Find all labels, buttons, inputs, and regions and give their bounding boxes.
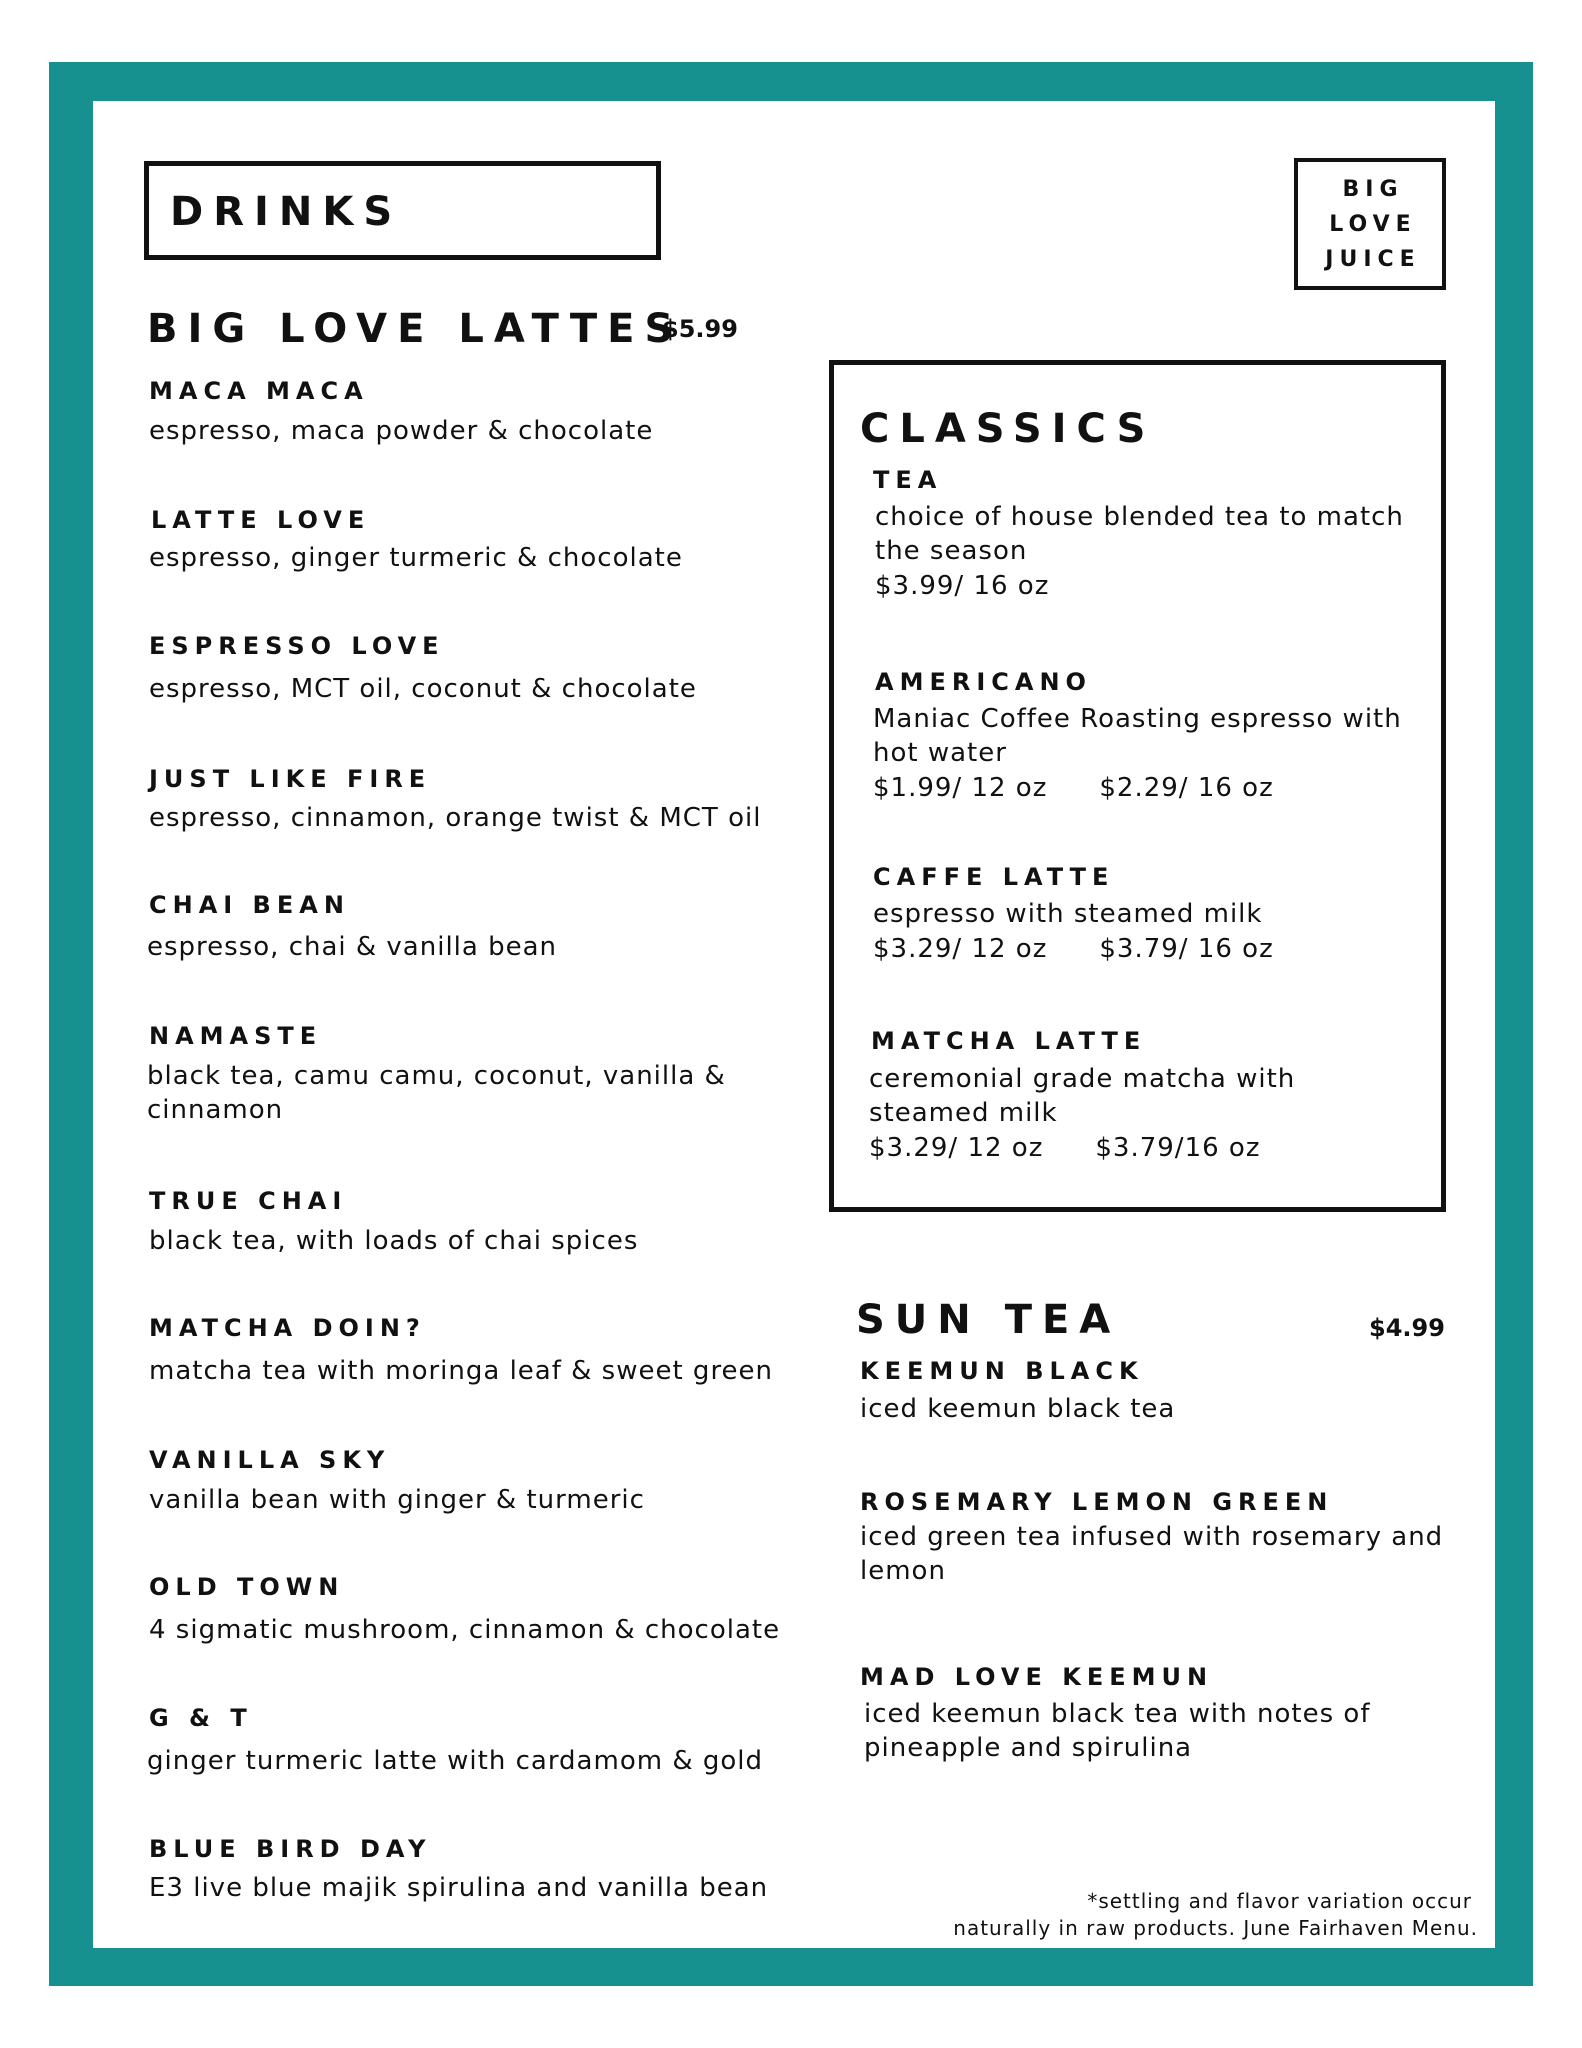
logo-line: JUICE bbox=[1325, 246, 1421, 272]
menu-item-name: CAFFE LATTE bbox=[873, 863, 1115, 891]
price: $3.99/ 16 oz bbox=[875, 571, 1050, 601]
lattes-price: $5.99 bbox=[662, 315, 738, 343]
menu-item-desc: 4 sigmatic mushroom, cinnamon & chocolate bbox=[149, 1615, 781, 1645]
menu-item-desc: Maniac Coffee Roasting espresso with hot water bbox=[873, 704, 1402, 768]
footnote-line: *settling and flavor variation occur bbox=[1087, 1889, 1472, 1913]
menu-item-desc: espresso, ginger turmeric & chocolate bbox=[149, 543, 683, 573]
big-love-juice-logo bbox=[1294, 158, 1446, 290]
menu-item-desc: espresso with steamed milk bbox=[873, 899, 1263, 929]
menu-item-name: TRUE CHAI bbox=[149, 1187, 348, 1215]
price-row bbox=[869, 1131, 1260, 1165]
price-row bbox=[875, 569, 1049, 603]
menu-item-desc: espresso, chai & vanilla bean bbox=[147, 932, 557, 962]
footnote-line: naturally in raw products. June Fairhaven Menu. bbox=[953, 1916, 1478, 1940]
menu-item-name: ESPRESSO LOVE bbox=[149, 632, 445, 660]
menu-item-desc: vanilla bean with ginger & turmeric bbox=[149, 1485, 645, 1515]
menu-item-name: AMERICANO bbox=[875, 668, 1092, 696]
menu-item-desc: ceremonial grade matcha with steamed milk bbox=[869, 1064, 1296, 1128]
menu-item-name: OLD TOWN bbox=[149, 1573, 345, 1601]
menu-item-desc: matcha tea with moringa leaf & sweet green bbox=[149, 1356, 774, 1386]
price: $3.29/ 12 oz bbox=[869, 1133, 1044, 1163]
price-row bbox=[873, 932, 1274, 966]
price: $2.29/ 16 oz bbox=[1099, 773, 1274, 803]
menu-item-desc: iced green tea infused with rosemary and lemon bbox=[860, 1522, 1444, 1586]
menu-item-name: KEEMUN BLACK bbox=[860, 1357, 1144, 1385]
menu-item-desc: ginger turmeric latte with cardamom & gold bbox=[147, 1746, 763, 1776]
menu-item-name: LATTE LOVE bbox=[151, 506, 371, 534]
menu-item-desc: cinnamon bbox=[147, 1095, 284, 1125]
footnote bbox=[953, 1888, 1478, 1942]
menu-item-name: MATCHA DOIN? bbox=[149, 1314, 426, 1342]
price: $1.99/ 12 oz bbox=[873, 773, 1048, 803]
menu-item-name: BLUE BIRD DAY bbox=[149, 1835, 432, 1863]
price-row bbox=[873, 771, 1274, 805]
logo-line: LOVE bbox=[1329, 211, 1417, 237]
page-title: DRINKS bbox=[170, 189, 403, 235]
menu-item-desc: E3 live blue majik spirulina and vanilla bean bbox=[149, 1873, 769, 1903]
price: $3.79/ 16 oz bbox=[1099, 934, 1274, 964]
menu-item-name: TEA bbox=[873, 466, 943, 494]
menu-item-desc: iced keemun black tea with notes of pineapple and spirulina bbox=[864, 1699, 1371, 1763]
menu-item-desc: iced keemun black tea bbox=[860, 1394, 1176, 1424]
classics-section-title: CLASSICS bbox=[860, 406, 1156, 452]
menu-item-name: ROSEMARY LEMON GREEN bbox=[860, 1488, 1334, 1516]
price: $3.29/ 12 oz bbox=[873, 934, 1048, 964]
menu-item-desc: espresso, cinnamon, orange twist & MCT oil bbox=[149, 803, 762, 833]
menu-item-name: VANILLA SKY bbox=[149, 1446, 391, 1474]
menu-item-name: CHAI BEAN bbox=[149, 891, 350, 919]
menu-item-desc: black tea, camu camu, coconut, vanilla & bbox=[147, 1061, 726, 1091]
menu-item-name: JUST LIKE FIRE bbox=[149, 765, 432, 793]
menu-item-name: MAD LOVE KEEMUN bbox=[860, 1663, 1214, 1691]
price: $3.79/16 oz bbox=[1095, 1133, 1261, 1163]
menu-item-desc: espresso, maca powder & chocolate bbox=[149, 416, 654, 446]
menu-item-name: MATCHA LATTE bbox=[871, 1027, 1147, 1055]
lattes-section-title: BIG LOVE LATTES bbox=[147, 306, 684, 352]
menu-item-name: G & T bbox=[149, 1704, 253, 1732]
menu-item-desc: black tea, with loads of chai spices bbox=[149, 1226, 639, 1256]
menu-item-name: MACA MACA bbox=[149, 377, 369, 405]
logo-line: BIG bbox=[1342, 176, 1404, 202]
menu-item-name: NAMASTE bbox=[149, 1022, 323, 1050]
sun-tea-section-title: SUN TEA bbox=[856, 1297, 1121, 1343]
sun-tea-price: $4.99 bbox=[1369, 1314, 1445, 1342]
menu-item-desc: espresso, MCT oil, coconut & chocolate bbox=[149, 674, 697, 704]
menu-item-desc: choice of house blended tea to match the season bbox=[875, 502, 1404, 566]
